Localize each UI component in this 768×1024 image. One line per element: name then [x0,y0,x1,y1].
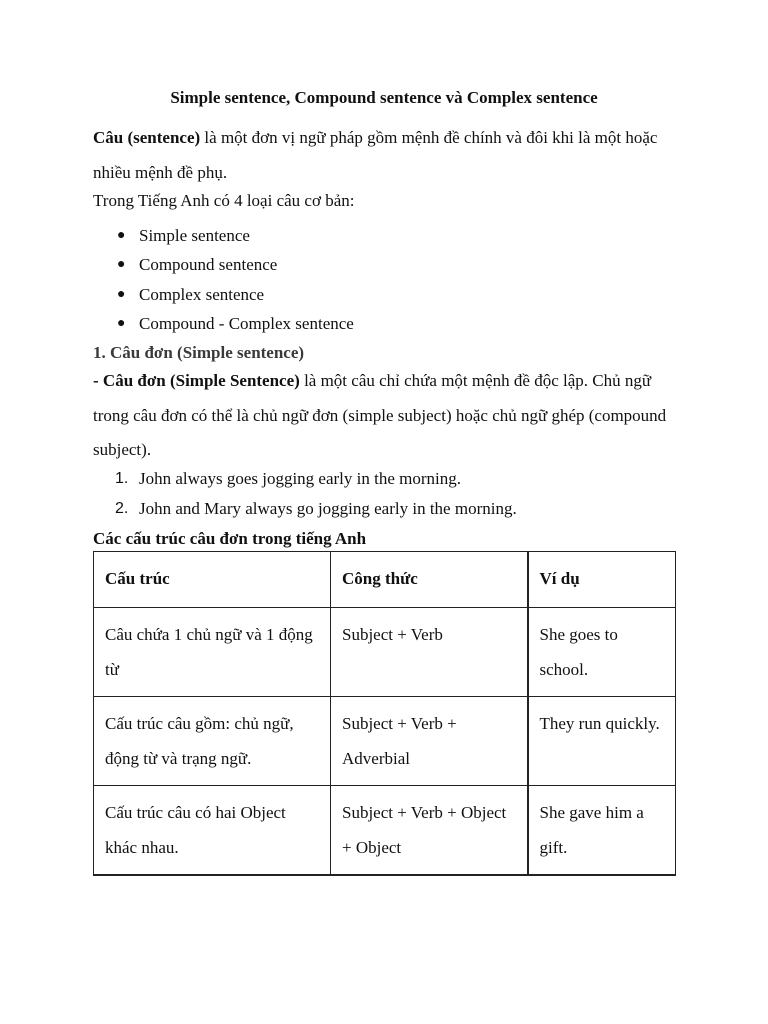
table-header-cell: Công thức [331,552,528,608]
definition-term: - Câu đơn (Simple Sentence) [93,371,300,390]
intro-text: là một đơn vị ngữ pháp gồm mệnh đề chính và đôi khi là một hoặc nhiều mệnh đề phụ. [93,128,658,182]
table-cell: Subject + Verb + Adverbial [331,697,528,786]
table-cell: Subject + Verb + Object + Object [331,786,528,875]
intro-paragraph [93,121,683,190]
table-cell: She goes to school. [528,608,676,697]
list-item: 2. John and Mary always go jogging early in the morning. [115,498,517,518]
table-row [94,697,676,786]
table-header-cell: Cấu trúc [94,552,331,608]
intro-term: Câu (sentence) [93,128,201,147]
table-cell: Subject + Verb [331,608,528,697]
bullet-icon: ● [117,315,126,331]
table-cell: She gave him a gift. [528,786,676,875]
types-intro: Trong Tiếng Anh có 4 loại câu cơ bản: [93,191,355,210]
section-heading-simple-sentence: 1. Câu đơn (Simple sentence) [93,343,305,362]
table-cell: Câu chứa 1 chủ ngữ và 1 động từ [94,608,331,697]
structures-table [93,551,676,876]
list-item: ● Simple sentence [93,224,354,253]
table-cell: They run quickly. [528,697,676,786]
table-row [94,786,676,875]
definition-text: là một câu chỉ chứa một mệnh đề độc lập. Chủ ngữ trong câu đơn có thể là chủ ngữ đơn (simple subject) hoặc chủ ngữ ghép (compound subject). [93,371,667,459]
list-item: ● Compound sentence [93,253,354,282]
structures-heading: Các cấu trúc câu đơn trong tiếng Anh [93,529,367,548]
document-title: Simple sentence, Compound sentence và Complex sentence [170,88,598,107]
list-item: 1. John always goes jogging early in the morning. [115,469,462,488]
table-cell: Cấu trúc câu có hai Object khác nhau. [94,786,331,875]
bullet-icon: ● [117,286,126,302]
list-item: ● Complex sentence [93,283,354,312]
table-cell: Cấu trúc câu gồm: chủ ngữ, động từ và trạng ngữ. [94,697,331,786]
bullet-icon: ● [117,228,126,243]
list-item: ● Compound - Complex sentence [93,312,354,341]
table-row [94,608,676,697]
table-header-cell: Ví dụ [528,552,676,608]
examples-list [93,467,517,526]
bullet-icon: ● [117,257,126,273]
sentence-types-list [93,224,354,341]
table-header-row [94,552,676,608]
simple-sentence-definition [93,364,683,468]
